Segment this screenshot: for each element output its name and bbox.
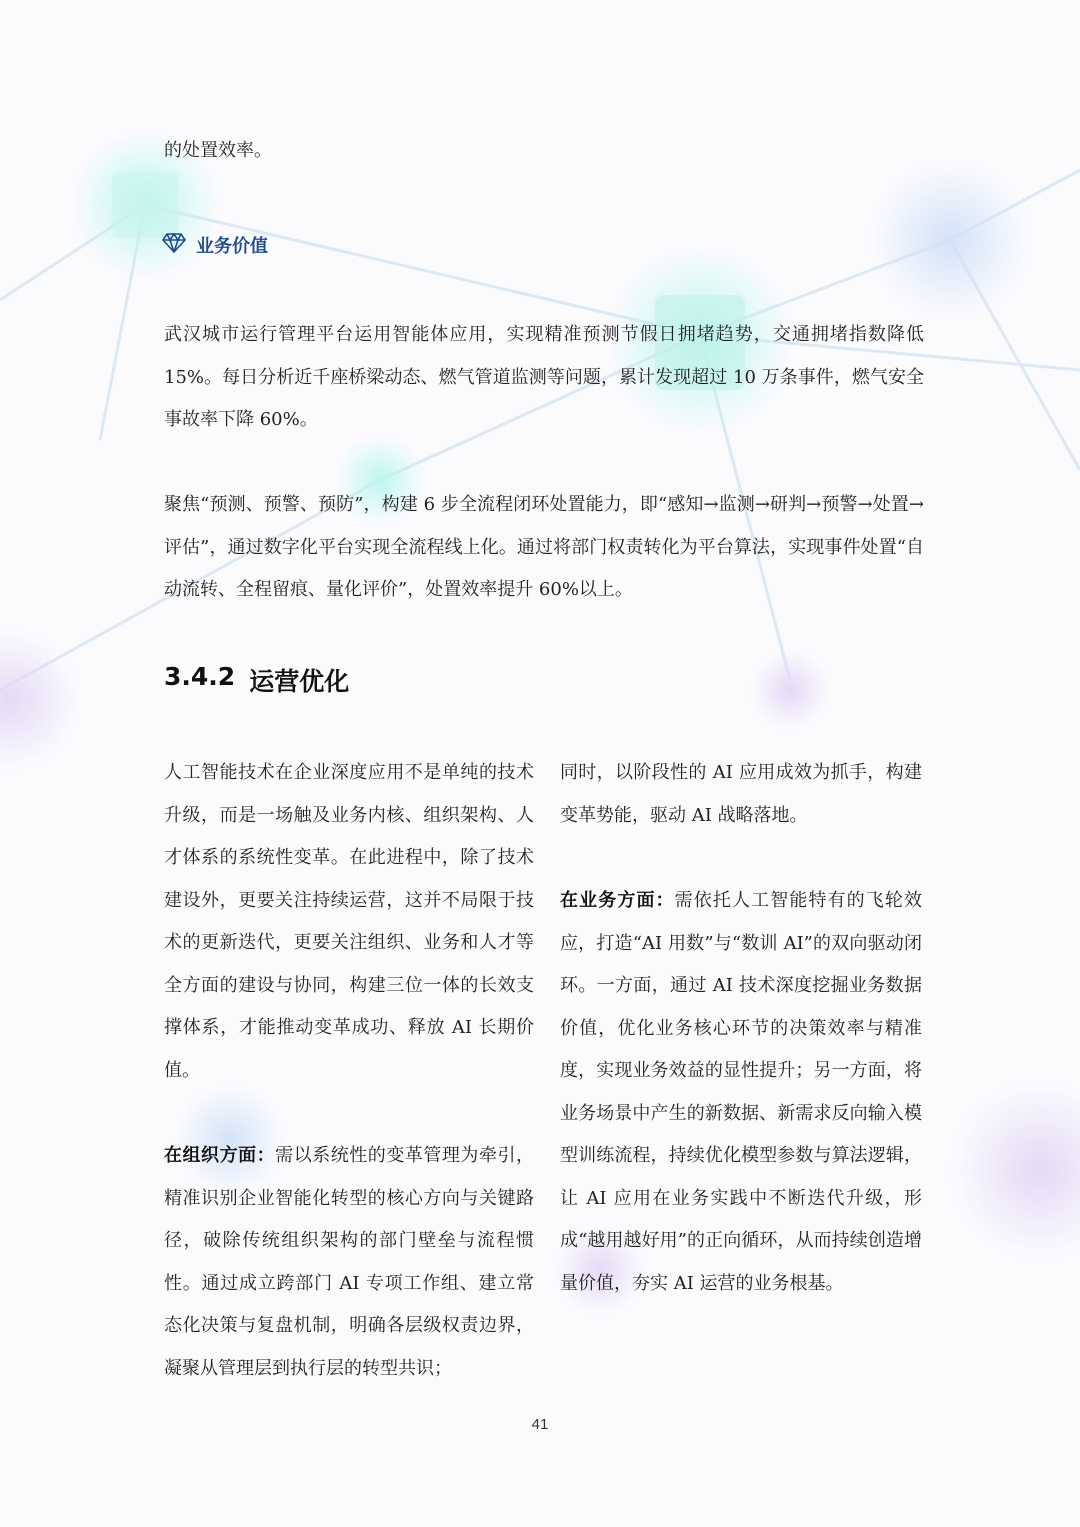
organization-text: 需以系统性的变革管理为牵引，精准识别企业智能化转型的核心方向与关键路径，破除传统组织架构的部门壁垒与流程惯性。通过成立跨部门 AI 专项工作组、建立常态化决策与复盘机制，明确各层级权责边界，凝聚从管理层到执行层的转型共识； <box>164 1145 535 1379</box>
business-value-title: 业务价值 <box>196 236 268 257</box>
business-value-paragraph-2: 聚焦“预测、预警、预防”，构建 6 步全流程闭环处置能力，即“感知→监测→研判→预警→处置→评估”，通过数字化平台实现全流程线上化。通过将部门权责转化为平台算法，实现事件处置“自动流转、全程留痕、量化评价”，处置效率提升 60%以上。 <box>164 494 924 600</box>
section-title: 运营优化 <box>249 667 350 696</box>
continuation-paragraph: 的处置效率。 <box>164 140 272 161</box>
business-lead: 在业务方面： <box>560 890 675 911</box>
left-column-organization-paragraph <box>164 1135 534 1390</box>
organization-lead: 在组织方面： <box>164 1145 276 1166</box>
section-heading <box>164 662 349 698</box>
business-value-paragraph-1: 武汉城市运行管理平台运用智能体应用，实现精准预测节假日拥堵趋势，交通拥堵指数降低15%。每日分析近千座桥梁动态、燃气管道监测等问题，累计发现超过 10 万条事件，燃气安全事故率下降 60%。 <box>164 324 924 430</box>
business-value-heading <box>162 228 268 262</box>
right-column-business-paragraph <box>560 880 922 1305</box>
page-number: 41 <box>531 1416 549 1433</box>
diamond-icon <box>162 232 186 258</box>
left-column-paragraph-1: 人工智能技术在企业深度应用不是单纯的技术升级，而是一场触及业务内核、组织架构、人才体系的系统性变革。在此进程中，除了技术建设外，更要关注持续运营，这并不局限于技术的更新迭代，更要关注组织、业务和人才等全方面的建设与协同，构建三位一体的长效支撑体系，才能推动变革成功、释放 AI 长期价值。 <box>164 762 534 1081</box>
section-number: 3.4.2 <box>164 662 236 691</box>
right-column-continuation: 同时，以阶段性的 AI 应用成效为抓手，构建变革势能，驱动 AI 战略落地。 <box>560 762 922 826</box>
business-text: 需依托人工智能特有的飞轮效应，打造“AI 用数”与“数训 AI”的双向驱动闭环。一方面，通过 AI 技术深度挖掘业务数据价值，优化业务核心环节的决策效率与精准度，实现业务效益的显性提升；另一方面，将业务场景中产生的新数据、新需求反向输入模型训练流程，持续优化模型参数与算法逻辑，让 AI 应用在业务实践中不断迭代升级，形成“越用越好用”的正向循环，从而持续创造增量价值，夯实 AI 运营的业务根基。 <box>560 890 923 1294</box>
